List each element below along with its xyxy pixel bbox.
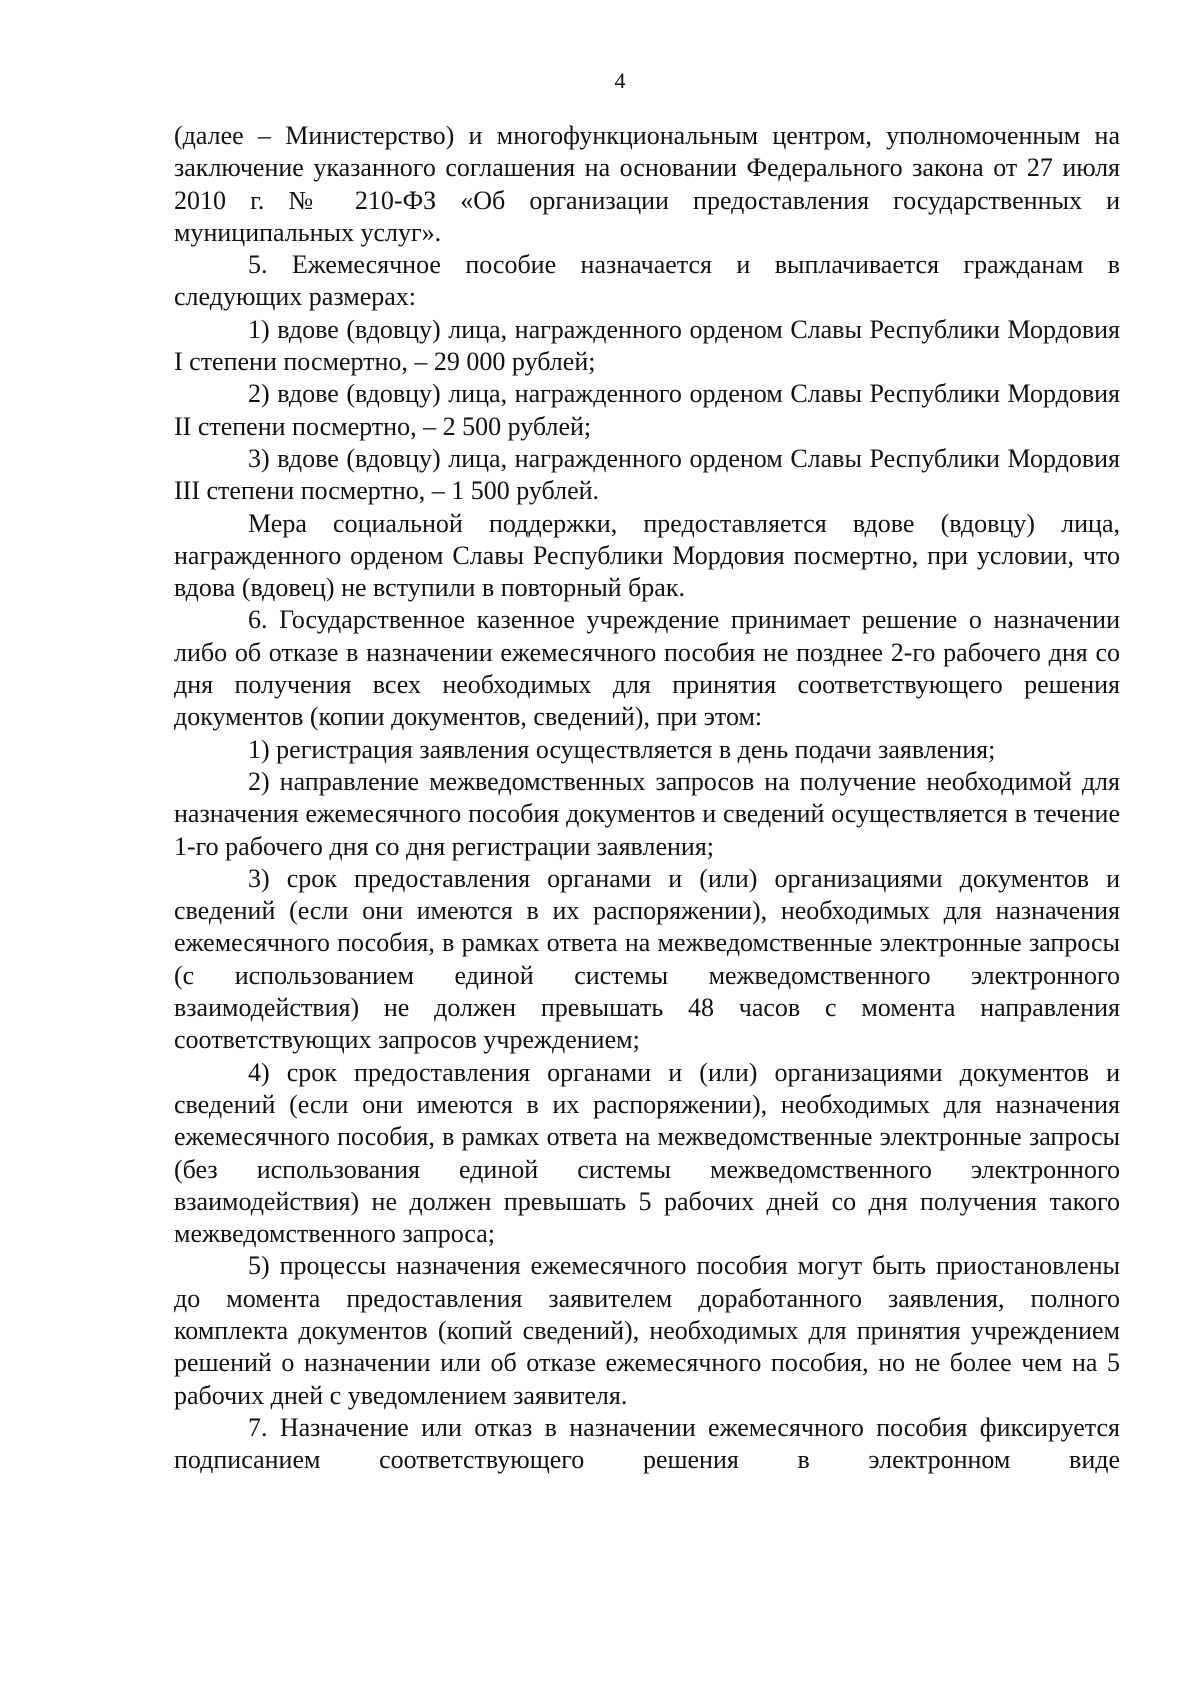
paragraph-continuation: (далее – Министерство) и многофункциональным центром, уполномоченным на заключение указанного соглашения на основании Федерального закона от 27 июля 2010 г. № 210-ФЗ «Об организации предоставления государственных и муниципальных услуг». [174, 121, 1120, 247]
paragraph-subitem-5-1: 1) вдове (вдовцу) лица, награжденного орденом Славы Республики Мордовия I степени посмертно, – 29 000 рублей; [174, 314, 1120, 377]
document-body [174, 120, 1120, 1476]
page-number: 4 [614, 68, 626, 93]
paragraph-item-5: 5. Ежемесячное пособие назначается и выплачивается гражданам в следующих размерах: [174, 250, 1120, 312]
paragraph-item-6: 6. Государственное казенное учреждение принимает решение о назначении либо об отказе в назначении ежемесячного пособия не позднее 2-го рабочего дня со дня получения всех необходимых для принятия соответствующего решения документов (копии документов, сведений), при этом: [174, 605, 1120, 732]
paragraph-item-7: 7. Назначение или отказ в назначении ежемесячного пособия фиксируется подписанием соответствующего решения в электронном виде [174, 1412, 1120, 1475]
paragraph-subitem-6-5: 5) процессы назначения ежемесячного пособия могут быть приостановлены до момента предоставления заявителем доработанного заявления, полного комплекта документов (копий сведений), необходимых для принятия учреждением решений о назначении или об отказе ежемесячного пособия, но не более чем на 5 рабочих дней с уведомлением заявителя. [174, 1251, 1120, 1410]
paragraph-subitem-6-2: 2) направление межведомственных запросов на получение необходимой для назначения ежемесячного пособия документов и сведений осуществляется в течение 1-го рабочего дня со дня регистрации заявления; [174, 766, 1120, 861]
paragraph-subitem-5-3: 3) вдове (вдовцу) лица, награжденного орденом Славы Республики Мордовия III степени посмертно, – 1 500 рублей. [174, 443, 1120, 506]
paragraph-subitem-6-3: 3) срок предоставления органами и (или) организациями документов и сведений (если они имеются в их распоряжении), необходимых для назначения ежемесячного пособия, в рамках ответа на межведомственные электронные запросы (с использованием единой системы межведомственного электронного взаимодействия) не должен превышать 48 часов с момента направления соответствующих запросов учреждением; [174, 863, 1120, 1055]
paragraph-subitem-5-2: 2) вдове (вдовцу) лица, награжденного орденом Славы Республики Мордовия II степени посмертно, – 2 500 рублей; [174, 379, 1120, 441]
paragraph-subitem-6-4: 4) срок предоставления органами и (или) организациями документов и сведений (если они имеются в их распоряжении), необходимых для назначения ежемесячного пособия, в рамках ответа на межведомственные электронные запросы (без использования единой системы межведомственного электронного взаимодействия) не должен превышать 5 рабочих дней со дня получения такого межведомственного запроса; [174, 1057, 1120, 1249]
paragraph-subitem-6-1: 1) регистрация заявления осуществляется в день подачи заявления; [248, 734, 996, 764]
paragraph-support-measure: Мера социальной поддержки, предоставляется вдове (вдовцу) лица, награжденного орденом Славы Республики Мордовия посмертно, при условии, что вдова (вдовец) не вступили в повторный брак. [174, 508, 1120, 603]
